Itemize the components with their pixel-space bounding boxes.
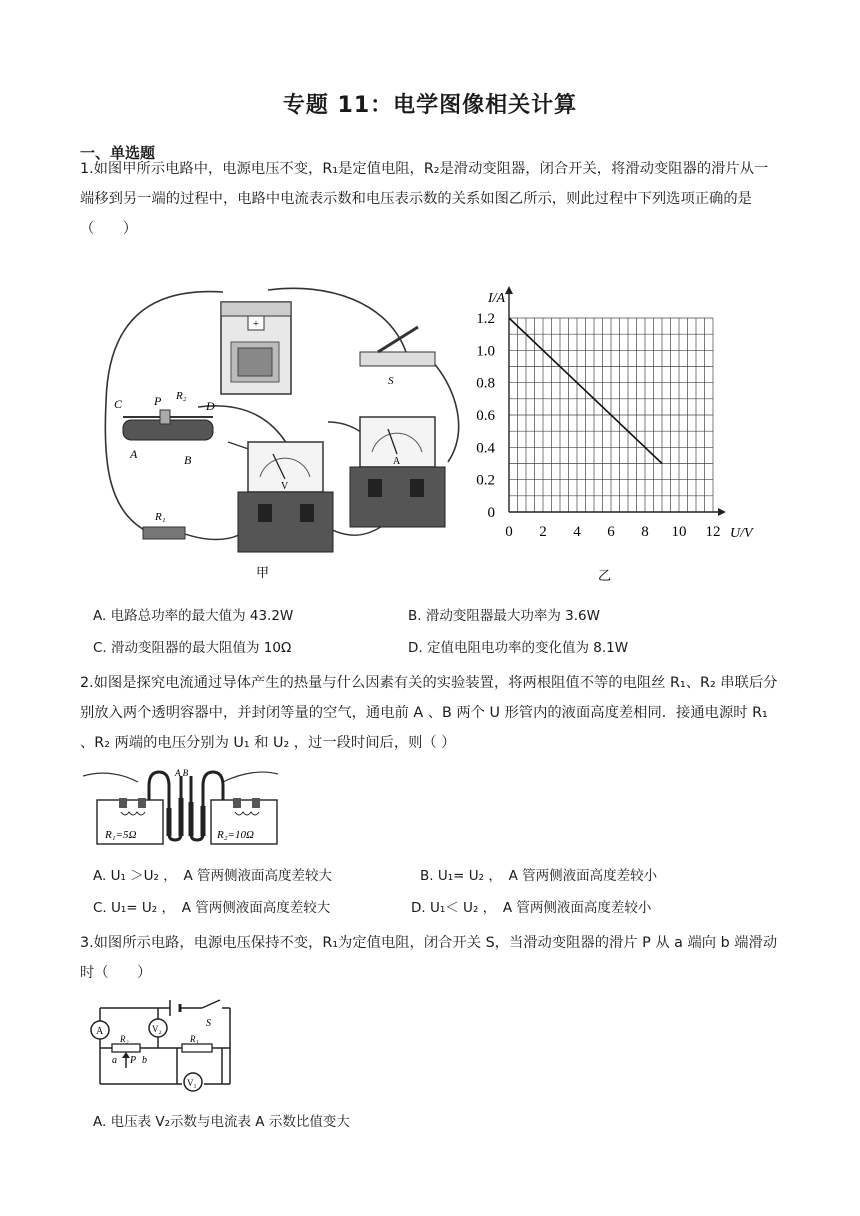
svg-text:S: S [206,1018,211,1029]
x-tick-label: 12 [705,524,721,540]
resistor-r1-icon [182,1044,212,1052]
figure-q2-apparatus [83,768,278,850]
svg-text:b: b [142,1055,147,1066]
r2-label: R₂=10Ω [217,829,254,841]
q3-option-a[interactable]: A. 电压表 V₂示数与电流表 A 示数比值变大 [93,1114,350,1130]
x-axis-arrow-icon [718,508,726,516]
ammeter-icon [350,417,445,527]
y-axis-arrow-icon [505,286,513,294]
svg-text:+: + [252,318,260,330]
question-1-stem: 1.如图甲所示电路中，电源电压不变，R₁是定值电阻，R₂是滑动变阻器，闭合开关，将滑动变阻器的滑片从一端移到另一端的过程中，电路中电流表示数和电压表示数的关系如图乙所示，则此过程中下列选项正确的是（ ） [80,161,769,237]
r1-label: R₁=5Ω [105,829,137,841]
figure-q1-circuit [88,282,473,587]
svg-text:D: D [206,399,215,413]
question-3-stem: 3.如图所示电路，电源电压保持不变，R₁为定值电阻，闭合开关 S，当滑动变阻器的滑片 P 从 a 端向 b 端滑动时（ ） [80,935,778,981]
y-tick-label: 0.6 [476,408,495,424]
figure-caption-jia: 甲 [256,565,270,580]
section-heading: 一、单选题 [80,144,156,162]
x-tick-label: 4 [573,524,581,540]
svg-text:V₁: V₁ [187,1078,197,1088]
q1-option-a[interactable]: A. 电路总功率的最大值为 43.2W [93,608,294,624]
svg-text:S: S [388,375,394,387]
x-tick-label: 6 [607,524,615,540]
svg-text:R₂: R₂ [120,1034,129,1044]
page-title: 专题 11：电学图像相关计算 [282,93,578,118]
x-tick-labels [505,524,720,540]
svg-text:P: P [154,394,162,408]
q1-option-b[interactable]: B. 滑动变阻器最大功率为 3.6W [408,608,600,624]
y-tick-label: 0 [487,505,495,521]
tube-labels: A B [175,768,189,778]
svg-text:R₁: R₁ [190,1034,199,1044]
svg-text:C: C [114,397,123,411]
x-tick-label: 0 [505,524,513,540]
svg-text:V₂: V₂ [152,1024,162,1034]
q1-option-d[interactable]: D. 定值电阻电功率的变化值为 8.1W [408,640,629,656]
svg-text:A: A [96,1026,104,1037]
svg-text:a: a [112,1055,117,1066]
question-2-stem: 2.如图是探究电流通过导体产生的热量与什么因素有关的实验装置，将两根阻值不等的电阻丝 R₁、R₂ 串联后分别放入两个透明容器中，并封闭等量的空气，通电前 A 、B 两个 U 形管内的液面高度差相同．接通电源时 R₁ 、R₂ 两端的电压分别为 U₁ 和 U₂ ，过一段时间后，则（ ） [80,675,778,751]
voltmeter-icon [238,442,333,552]
figure-q3-circuit [82,996,242,1094]
x-tick-label: 8 [641,524,649,540]
x-tick-label: 2 [539,524,547,540]
q1-option-c[interactable]: C. 滑动变阻器的最大阻值为 10Ω [93,640,292,656]
y-tick-label: 1.0 [476,343,495,360]
x-tick-label: 10 [671,524,687,540]
figure-caption-yi: 乙 [598,568,612,583]
svg-text:A: A [393,456,401,467]
q2-option-c[interactable]: C. U₁= U₂ ， A 管两侧液面高度差较大 [93,900,331,916]
rheostat-icon [114,390,215,467]
rheostat-r2-icon [112,1044,140,1052]
y-tick-label: 0.4 [476,440,495,457]
svg-text:B: B [184,453,192,467]
y-tick-label: 0.2 [476,472,495,489]
svg-text:V: V [281,481,289,492]
figure-q1-graph [468,282,768,587]
battery-icon [221,302,291,394]
y-tick-label: 1.2 [476,311,495,327]
svg-text:P: P [130,1055,137,1066]
resistor-r1-icon [143,511,185,539]
svg-text:R₁: R₁ [155,511,166,523]
svg-text:R₂: R₂ [176,390,187,402]
q2-option-a[interactable]: A. U₁ ＞U₂ ， A 管两侧液面高度差较大 [93,868,333,884]
q2-option-b[interactable]: B. U₁= U₂ ， A 管两侧液面高度差较小 [420,868,658,884]
x-axis-label: U/V [730,526,753,541]
y-tick-labels [476,311,495,521]
q2-option-d[interactable]: D. U₁＜ U₂ ， A 管两侧液面高度差较小 [411,900,652,916]
svg-text:A: A [130,447,138,461]
y-tick-label: 0.8 [476,375,495,392]
y-axis-label: I/A [488,291,506,306]
